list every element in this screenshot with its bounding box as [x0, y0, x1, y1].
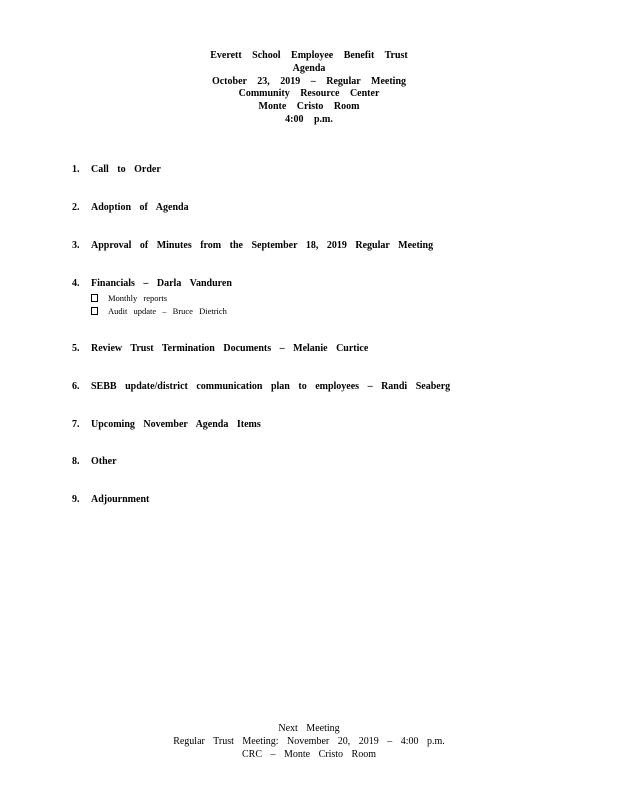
meeting-time: 4:00 p.m. [285, 113, 333, 125]
agenda-item-5 [72, 343, 368, 355]
agenda-item-text: Other [91, 456, 117, 467]
organization-title: Everett School Employee Benefit Trust [210, 50, 408, 61]
agenda-item-number: 5. [72, 343, 80, 354]
agenda-item-4 [72, 278, 232, 316]
agenda-item-text: Adoption of Agenda [91, 202, 189, 213]
next-meeting-location: CRC – Monte Cristo Room [241, 749, 376, 760]
agenda-item-number: 9. [72, 494, 80, 505]
agenda-item-2 [72, 202, 189, 214]
checkbox-bullet-icon [91, 307, 98, 315]
agenda-item-8 [72, 456, 117, 468]
agenda-item-3 [72, 240, 433, 252]
agenda-item-6 [72, 381, 450, 393]
agenda-item-number: 4. [72, 278, 80, 289]
agenda-item-number: 1. [72, 164, 80, 175]
agenda-item-text: Upcoming November Agenda Items [91, 419, 261, 430]
document-title: Agenda [292, 62, 326, 74]
meeting-location: Community Resource Center [238, 88, 380, 100]
agenda-item-number: 3. [72, 240, 80, 251]
agenda-item-number: 7. [72, 419, 80, 430]
agenda-item-number: 2. [72, 202, 80, 213]
agenda-item-number: 6. [72, 381, 80, 392]
agenda-item-text: SEBB update/district communication plan to employees – Randi Seaberg [91, 381, 451, 392]
agenda-item-number: 8. [72, 456, 80, 467]
agenda-item-text: Adjournment [91, 494, 150, 505]
agenda-item-text: Financials – Darla Vanduren [91, 278, 232, 289]
meeting-room: Monte Cristo Room [258, 101, 360, 113]
sub-item: Monthly reports [91, 292, 227, 305]
next-meeting-date: Regular Trust Meeting: November 20, 2019 – 4:00 p.m. [173, 736, 445, 747]
agenda-item-7 [72, 419, 261, 431]
sub-item: Audit update – Bruce Dietrich [91, 305, 227, 318]
agenda-item-text: Approval of Minutes from the September 18, 2019 Regular Meeting [91, 240, 434, 251]
agenda-item-text: Review Trust Termination Documents – Melanie Curtice [91, 343, 369, 354]
agenda-item-1 [72, 164, 161, 176]
sub-item-list [91, 292, 227, 318]
agenda-item-9 [72, 494, 149, 506]
next-meeting-footer [0, 722, 618, 761]
agenda-item-text: Call to Order [91, 164, 161, 175]
next-meeting-heading: Next Meeting [278, 723, 340, 734]
meeting-date: October 23, 2019 – Regular Meeting [211, 75, 407, 87]
document-header [0, 50, 618, 127]
checkbox-bullet-icon [91, 294, 98, 302]
